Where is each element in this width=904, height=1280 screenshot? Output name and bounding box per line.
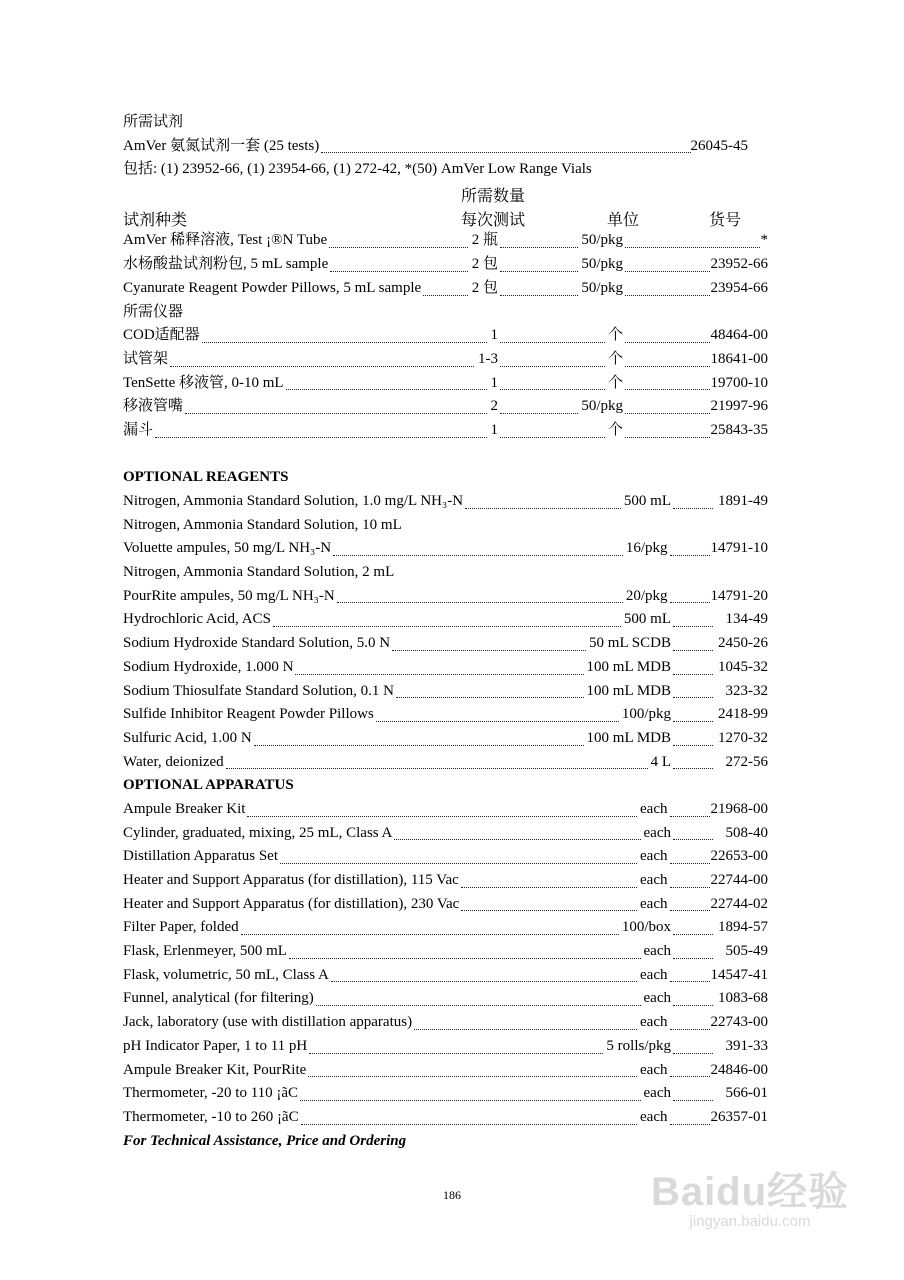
dot-leader (500, 437, 605, 438)
item-unit: 50/pkg (581, 256, 623, 273)
item-name: pH Indicator Paper, 1 to 11 pH (123, 1037, 308, 1054)
item-unit: 个 (607, 350, 623, 367)
item-unit: 50/pkg (581, 232, 623, 249)
item-name: Flask, Erlenmeyer, 500 mL (123, 943, 287, 960)
item-code: 23952-66 (710, 256, 768, 273)
item-unit: each (640, 1014, 668, 1031)
watermark-brand: Baidu经验 (650, 1170, 850, 1214)
item-name: Flask, volumetric, 50 mL, Class A (123, 966, 329, 983)
item-name: Nitrogen, Ammonia Standard Solution, 10 mL (123, 516, 402, 533)
dot-leader (670, 816, 710, 817)
item-unit: each (640, 1108, 668, 1125)
item-unit: 100 mL MDB (586, 682, 671, 699)
dot-leader (625, 389, 710, 390)
optional-apparatus-heading: OPTIONAL APPARATUS (123, 777, 294, 794)
dot-leader (170, 366, 474, 367)
dot-leader (329, 247, 468, 248)
header-unit: 单位 (607, 212, 640, 230)
dot-leader (625, 413, 710, 414)
dot-leader (500, 366, 605, 367)
dot-leader (670, 602, 710, 603)
table-row (123, 703, 768, 727)
item-unit: 100/box (621, 919, 671, 936)
item-unit: 50 mL SCDB (589, 635, 671, 652)
document-page (123, 111, 768, 1153)
table-row (123, 987, 768, 1011)
item-unit: each (643, 990, 671, 1007)
item-name: Cylinder, graduated, mixing, 25 mL, Class A (123, 824, 393, 841)
dot-leader (308, 1076, 637, 1077)
item-name: AmVer 稀释溶液, Test ¡®N Tube (123, 232, 328, 249)
optional-reagents-heading: OPTIONAL REAGENTS (123, 469, 289, 486)
watermark-url: jingyan.baidu.com (689, 1213, 811, 1230)
item-unit: each (643, 943, 671, 960)
table-row (123, 1059, 768, 1083)
table-row (123, 324, 768, 348)
item-qty: 1 (490, 374, 498, 391)
table-row (123, 1106, 768, 1130)
name-cell (123, 372, 498, 396)
item-unit: each (640, 800, 668, 817)
dot-leader (500, 247, 578, 248)
item-code: 18641-00 (710, 350, 768, 367)
dot-leader (673, 958, 713, 959)
dot-leader (673, 768, 713, 769)
item-code: 19700-10 (710, 374, 768, 391)
table-row (123, 869, 768, 893)
item-code: 22744-00 (710, 872, 768, 889)
table-row (123, 490, 768, 514)
kit-row (123, 135, 768, 159)
item-unit: each (643, 824, 671, 841)
item-qty: 1-3 (478, 350, 498, 367)
item-code: 323-32 (725, 682, 768, 699)
dot-leader (625, 437, 710, 438)
dot-leader (670, 887, 710, 888)
item-name: Sodium Thiosulfate Standard Solution, 0.1 N (123, 682, 394, 699)
table-row (123, 1082, 768, 1106)
dot-leader (673, 934, 713, 935)
item-code: 508-40 (725, 824, 768, 841)
table-row (123, 964, 768, 988)
item-code: 1083-68 (718, 990, 768, 1007)
item-code: 1894-57 (718, 919, 768, 936)
item-unit: 4 L (650, 753, 671, 770)
dot-leader (500, 342, 605, 343)
table-row (123, 395, 768, 419)
item-code: 134-49 (725, 611, 768, 628)
item-code: * (760, 232, 768, 249)
unit-cell (498, 277, 623, 301)
item-unit: each (643, 1085, 671, 1102)
dot-leader (155, 437, 486, 438)
kit-includes: 包括: (1) 23952-66, (1) 23954-66, (1) 272-42, *(50) AmVer Low Range Vials (123, 161, 592, 178)
table-row (123, 419, 768, 443)
required-reagents-heading: 所需试剂 (123, 114, 184, 130)
dot-leader (376, 721, 619, 722)
item-name: Sodium Hydroxide Standard Solution, 5.0 N (123, 635, 391, 652)
table-row (123, 348, 768, 372)
name-cell (123, 277, 498, 301)
item-code: 1891-49 (718, 493, 768, 510)
item-name: Thermometer, -20 to 110 ¡ãC (123, 1085, 299, 1102)
footer-note: For Technical Assistance, Price and Ordering (123, 1132, 407, 1149)
item-code: 24846-00 (710, 1061, 768, 1078)
item-code: 1270-32 (718, 729, 768, 746)
name-cell (123, 229, 498, 253)
table-row (123, 845, 768, 869)
item-code: 566-01 (725, 1085, 768, 1102)
item-name: PourRite ampules, 50 mg/L NH₃-N (123, 587, 335, 604)
dot-leader (331, 981, 637, 982)
dot-leader (461, 910, 637, 911)
table-row (123, 608, 768, 632)
item-code: 2450-26 (718, 635, 768, 652)
item-qty: 2 包 (471, 256, 498, 273)
item-code: 21968-00 (710, 800, 768, 817)
dot-leader (670, 863, 710, 864)
item-code: 23954-66 (710, 279, 768, 296)
dot-leader (465, 508, 621, 509)
table-row (123, 680, 768, 704)
dot-leader (670, 555, 710, 556)
unit-cell (498, 372, 623, 396)
table-row (123, 656, 768, 680)
dot-leader (500, 271, 578, 272)
item-code: 2418-99 (718, 706, 768, 723)
table-row (123, 798, 768, 822)
dot-leader (423, 295, 468, 296)
item-name: COD适配器 (123, 327, 200, 344)
dot-leader (309, 1053, 603, 1054)
dot-leader (289, 958, 641, 959)
item-name: 移液管嘴 (123, 398, 184, 415)
item-unit: each (640, 895, 668, 912)
item-name: Ampule Breaker Kit (123, 800, 246, 817)
table-row (123, 893, 768, 917)
unit-cell (498, 324, 623, 348)
dot-leader (392, 650, 586, 651)
item-qty: 2 瓶 (471, 232, 498, 249)
table-row (123, 940, 768, 964)
kit-code: 26045-45 (690, 137, 748, 154)
item-unit: each (640, 966, 668, 983)
header-type: 试剂种类 (123, 212, 188, 230)
name-cell (123, 324, 498, 348)
unit-cell (498, 395, 623, 419)
item-code: 22744-02 (710, 895, 768, 912)
item-code: 21997-96 (710, 398, 768, 415)
dot-leader (670, 910, 710, 911)
dot-leader (670, 981, 710, 982)
dot-leader (625, 295, 710, 296)
unit-cell (498, 229, 623, 253)
item-name: 试管架 (123, 350, 169, 367)
dot-leader (286, 389, 487, 390)
item-name: TenSette 移液管, 0-10 mL (123, 374, 284, 391)
dot-leader (673, 1053, 713, 1054)
dot-leader (625, 247, 760, 248)
item-name: Sodium Hydroxide, 1.000 N (123, 658, 294, 675)
table-row (123, 822, 768, 846)
item-unit: 100 mL MDB (586, 658, 671, 675)
item-unit: 500 mL (623, 493, 671, 510)
item-code: 391-33 (725, 1037, 768, 1054)
dot-leader (500, 413, 578, 414)
dot-leader (226, 768, 648, 769)
table-row (123, 585, 768, 609)
item-name: Voluette ampules, 50 mg/L NH₃-N (123, 540, 332, 557)
dot-leader (394, 839, 640, 840)
item-name: Heater and Support Apparatus (for distillation), 230 Vac (123, 895, 460, 912)
dot-leader (254, 745, 584, 746)
header-qty-1: 所需数量 (461, 188, 526, 206)
item-name: Hydrochloric Acid, ACS (123, 611, 271, 628)
item-name: 漏斗 (123, 421, 154, 438)
dot-leader (673, 745, 713, 746)
dot-leader (333, 555, 623, 556)
dot-leader (247, 816, 637, 817)
item-unit: 个 (607, 374, 623, 391)
item-unit: 100 mL MDB (586, 729, 671, 746)
dot-leader (670, 1029, 710, 1030)
item-name: Filter Paper, folded (123, 919, 239, 936)
item-unit: each (640, 848, 668, 865)
table-row (123, 561, 768, 585)
dot-leader (185, 413, 486, 414)
item-code: 25843-35 (710, 421, 768, 438)
item-code: 26357-01 (710, 1108, 768, 1125)
item-code: 272-56 (725, 753, 768, 770)
dot-leader (500, 389, 605, 390)
dot-leader (673, 839, 713, 840)
dot-leader (295, 674, 583, 675)
unit-cell (498, 348, 623, 372)
dot-leader (273, 626, 621, 627)
dot-leader (500, 295, 578, 296)
dot-leader (673, 626, 713, 627)
dot-leader (673, 674, 713, 675)
dot-leader (280, 863, 637, 864)
dot-leader (316, 1005, 641, 1006)
item-unit: 20/pkg (625, 587, 668, 604)
table-row (123, 253, 768, 277)
item-name: Cyanurate Reagent Powder Pillows, 5 mL sample (123, 279, 422, 296)
header-code: 货号 (709, 212, 742, 230)
table-row (123, 727, 768, 751)
dot-leader (673, 697, 713, 698)
item-name: Nitrogen, Ammonia Standard Solution, 2 mL (123, 564, 395, 581)
item-name: Sulfuric Acid, 1.00 N (123, 729, 252, 746)
unit-cell (498, 419, 623, 443)
dot-leader (625, 271, 710, 272)
name-cell (123, 253, 498, 277)
item-unit: 个 (607, 327, 623, 344)
table-row (123, 277, 768, 301)
dot-leader (301, 1124, 637, 1125)
item-unit: 500 mL (623, 611, 671, 628)
item-name: Distillation Apparatus Set (123, 848, 278, 865)
dot-leader (461, 887, 637, 888)
kit-name: AmVer 氨氮试剂一套 (25 tests) (123, 137, 320, 154)
table-row (123, 514, 768, 538)
item-unit: 50/pkg (581, 279, 623, 296)
item-qty: 2 包 (471, 279, 498, 296)
header-qty-2: 每次测试 (461, 212, 526, 230)
item-code: 505-49 (725, 943, 768, 960)
unit-cell (498, 253, 623, 277)
item-code: 48464-00 (710, 327, 768, 344)
item-unit: each (640, 872, 668, 889)
item-unit: 5 rolls/pkg (606, 1037, 671, 1054)
item-name: Thermometer, -10 to 260 ¡ãC (123, 1108, 299, 1125)
table-row (123, 1011, 768, 1035)
item-name: Nitrogen, Ammonia Standard Solution, 1.0 mg/L NH₃-N (123, 493, 464, 510)
item-name: Sulfide Inhibitor Reagent Powder Pillows (123, 706, 374, 723)
item-code: 22743-00 (710, 1014, 768, 1031)
item-name: 水杨酸盐试剂粉包, 5 mL sample (123, 256, 329, 273)
dot-leader (673, 1100, 713, 1101)
item-unit: each (640, 1061, 668, 1078)
name-cell (123, 419, 498, 443)
watermark-logo (640, 1160, 860, 1230)
item-name: Jack, laboratory (use with distillation apparatus) (123, 1014, 413, 1031)
dot-leader (337, 602, 623, 603)
item-unit: 50/pkg (581, 398, 623, 415)
dot-leader (396, 697, 584, 698)
dot-leader (670, 1124, 710, 1125)
table-row (123, 1035, 768, 1059)
item-name: Ampule Breaker Kit, PourRite (123, 1061, 307, 1078)
table-row (123, 751, 768, 775)
item-qty: 1 (490, 421, 498, 438)
item-unit: 16/pkg (625, 540, 668, 557)
table-row (123, 372, 768, 396)
item-code: 14791-20 (710, 587, 768, 604)
item-unit: 个 (607, 421, 623, 438)
dot-leader (673, 650, 713, 651)
item-unit: 100/pkg (621, 706, 671, 723)
table-row (123, 537, 768, 561)
dot-leader (202, 342, 487, 343)
dot-leader (300, 1100, 640, 1101)
dot-leader (330, 271, 467, 272)
page-number: 186 (443, 1188, 461, 1202)
item-name: Heater and Support Apparatus (for distillation), 115 Vac (123, 872, 459, 889)
dot-leader (241, 934, 619, 935)
item-code: 14547-41 (710, 966, 768, 983)
dot-leader (673, 1005, 713, 1006)
item-code: 14791-10 (710, 540, 768, 557)
item-name: Funnel, analytical (for filtering) (123, 990, 314, 1007)
column-headers (123, 182, 768, 229)
table-row (123, 916, 768, 940)
item-qty: 2 (490, 398, 498, 415)
dot-leader (625, 366, 710, 367)
item-code: 22653-00 (710, 848, 768, 865)
table-row (123, 229, 768, 253)
table-row (123, 632, 768, 656)
dot-leader (625, 342, 710, 343)
required-apparatus-heading: 所需仪器 (123, 303, 184, 320)
item-code: 1045-32 (718, 658, 768, 675)
dot-leader (670, 1076, 710, 1077)
name-cell (123, 395, 498, 419)
dot-leader (414, 1029, 637, 1030)
name-cell (123, 348, 498, 372)
item-qty: 1 (490, 327, 498, 344)
item-name: Water, deionized (123, 753, 224, 770)
dot-leader (673, 721, 713, 722)
dot-leader (673, 508, 713, 509)
